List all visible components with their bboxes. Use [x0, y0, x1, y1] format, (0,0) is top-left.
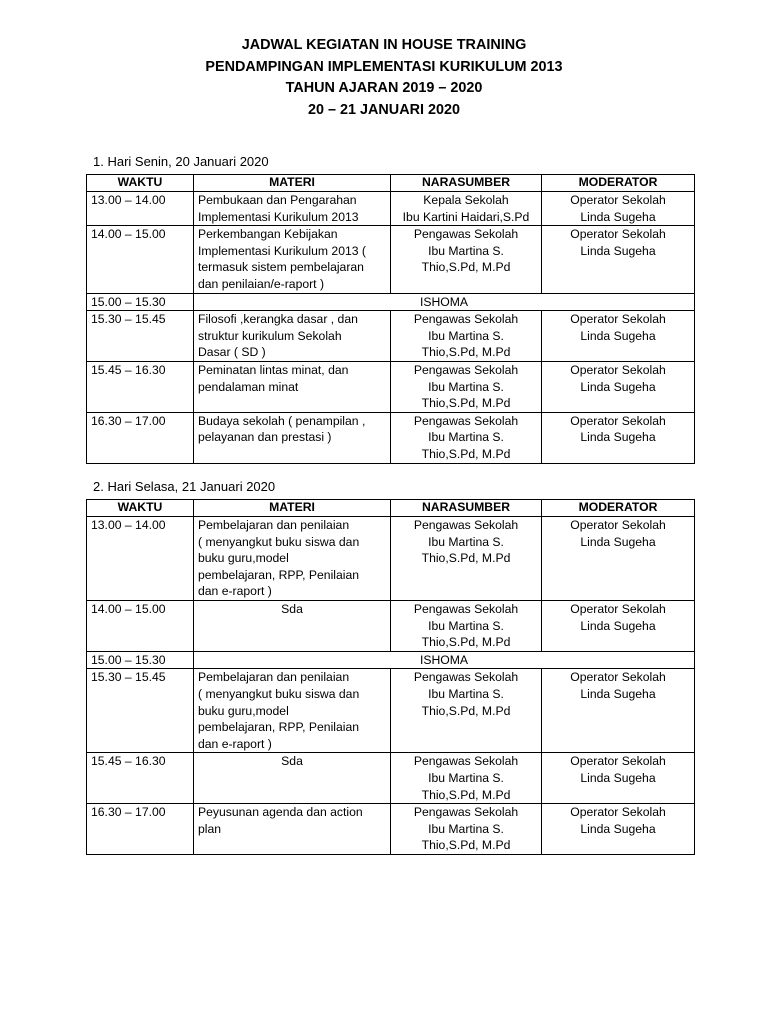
cell-line: Implementasi Kurikulum 2013 ( [198, 243, 366, 258]
cell-line: termasuk sistem pembelajaran [198, 260, 364, 275]
cell-line: Thio,S.Pd, M.Pd [421, 396, 511, 411]
cell-moderator [542, 600, 695, 651]
title-line-2: PENDAMPINGAN IMPLEMENTASI KURIKULUM 2013 [205, 58, 563, 75]
table-row [87, 804, 695, 855]
table-row [87, 753, 695, 804]
cell-line: Thio,S.Pd, M.Pd [421, 703, 511, 718]
cell-line: Ibu Martina S. [428, 328, 504, 343]
cell-waktu: 14.00 – 15.00 [87, 226, 194, 293]
cell-narasumber [391, 753, 542, 804]
cell-line: Pembelajaran dan penilaian [198, 518, 350, 532]
cell-line: Implementasi Kurikulum 2013 [198, 209, 359, 224]
cell-line: Operator Sekolah [570, 670, 666, 685]
cell-line: pelayanan dan prestasi ) [198, 430, 332, 445]
cell-narasumber [391, 311, 542, 362]
cell-line: Budaya sekolah ( penampilan , [198, 413, 366, 428]
cell-line: Linda Sugeha [580, 328, 656, 343]
cell-materi: Sda [194, 753, 391, 804]
cell-line: Pengawas Sekolah [413, 754, 519, 769]
cell-narasumber [391, 226, 542, 293]
cell-materi [194, 412, 391, 463]
cell-moderator [542, 753, 695, 804]
cell-materi [194, 361, 391, 412]
cell-line: dan e-raport ) [198, 736, 272, 751]
cell-line: Pengawas Sekolah [413, 227, 519, 242]
cell-line: Linda Sugeha [580, 770, 656, 785]
table-row [87, 293, 695, 311]
cell-materi [194, 669, 391, 753]
cell-line: Peminatan lintas minat, dan [198, 362, 349, 377]
cell-line: Thio,S.Pd, M.Pd [421, 446, 511, 461]
cell-moderator [542, 517, 695, 601]
cell-line: Operator Sekolah [570, 312, 666, 327]
cell-narasumber [391, 669, 542, 753]
cell-line: Filosofi ,kerangka dasar , dan [198, 312, 358, 327]
cell-line: Operator Sekolah [570, 518, 666, 532]
cell-line: Thio,S.Pd, M.Pd [421, 635, 511, 650]
cell-line: Dasar ( SD ) [198, 345, 266, 360]
cell-line: Ibu Kartini Haidari,S.Pd [402, 209, 530, 224]
cell-line: Thio,S.Pd, M.Pd [421, 260, 511, 275]
col-header-waktu: WAKTU [87, 500, 194, 517]
cell-materi [194, 517, 391, 601]
cell-materi [194, 226, 391, 293]
cell-moderator [542, 192, 695, 226]
cell-moderator [542, 669, 695, 753]
title-line-3: TAHUN AJARAN 2019 – 2020 [285, 80, 483, 96]
cell-line: Ibu Martina S. [428, 243, 504, 258]
cell-line: Ibu Martina S. [428, 379, 504, 394]
cell-line: Pengawas Sekolah [413, 413, 519, 428]
document-title [0, 35, 768, 121]
cell-line: ( menyangkut buku siswa dan [198, 686, 360, 701]
cell-line: Linda Sugeha [580, 243, 656, 258]
cell-materi [194, 804, 391, 855]
cell-waktu: 15.30 – 15.45 [87, 669, 194, 753]
cell-line: Thio,S.Pd, M.Pd [421, 551, 511, 566]
col-header-waktu: WAKTU [87, 175, 194, 192]
col-header-materi: MATERI [194, 500, 391, 517]
cell-waktu: 15.00 – 15.30 [87, 651, 194, 669]
cell-line: Ibu Martina S. [428, 430, 504, 445]
title-line-1: JADWAL KEGIATAN IN HOUSE TRAINING [241, 37, 527, 53]
col-header-narasumber: NARASUMBER [391, 175, 542, 192]
cell-narasumber [391, 412, 542, 463]
cell-line: Linda Sugeha [580, 534, 656, 549]
cell-waktu: 15.30 – 15.45 [87, 311, 194, 362]
cell-materi [194, 192, 391, 226]
cell-line: Linda Sugeha [580, 379, 656, 394]
table-row [87, 311, 695, 362]
cell-line: pendalaman minat [198, 379, 299, 394]
cell-waktu: 14.00 – 15.00 [87, 600, 194, 651]
day1-heading: 1. Hari Senin, 20 Januari 2020 [93, 154, 269, 169]
cell-ishoma: ISHOMA [194, 293, 695, 311]
table-row [87, 192, 695, 226]
cell-line: Linda Sugeha [580, 430, 656, 445]
cell-moderator [542, 311, 695, 362]
cell-line: Operator Sekolah [570, 227, 666, 242]
cell-line: Pengawas Sekolah [413, 518, 519, 532]
cell-line: Ibu Martina S. [428, 686, 504, 701]
cell-moderator [542, 361, 695, 412]
cell-waktu: 13.00 – 14.00 [87, 517, 194, 601]
table-row [87, 412, 695, 463]
cell-line: Thio,S.Pd, M.Pd [421, 787, 511, 802]
cell-line: Pengawas Sekolah [413, 312, 519, 327]
cell-line: Operator Sekolah [570, 413, 666, 428]
cell-line: dan penilaian/e-raport ) [198, 276, 325, 291]
cell-line: Operator Sekolah [570, 601, 666, 616]
cell-line: plan [198, 821, 222, 836]
schedule-table-day1 [86, 174, 695, 464]
cell-waktu: 15.45 – 16.30 [87, 753, 194, 804]
cell-line: Pengawas Sekolah [413, 362, 519, 377]
cell-line: Operator Sekolah [570, 805, 666, 820]
cell-line: Operator Sekolah [570, 362, 666, 377]
cell-line: Pembelajaran dan penilaian [198, 670, 350, 685]
cell-line: Thio,S.Pd, M.Pd [421, 838, 511, 853]
cell-narasumber [391, 517, 542, 601]
col-header-materi: MATERI [194, 175, 391, 192]
cell-line: Pengawas Sekolah [413, 805, 519, 820]
cell-narasumber [391, 600, 542, 651]
table-row [87, 517, 695, 601]
cell-line: pembelajaran, RPP, Penilaian [198, 567, 360, 582]
title-line-4: 20 – 21 JANUARI 2020 [308, 101, 460, 118]
table-header-row [87, 175, 695, 192]
cell-line: Pembukaan dan Pengarahan [198, 193, 357, 207]
cell-materi: Sda [194, 600, 391, 651]
cell-waktu: 16.30 – 17.00 [87, 804, 194, 855]
cell-moderator [542, 226, 695, 293]
table-row [87, 226, 695, 293]
cell-line: Ibu Martina S. [428, 618, 504, 633]
cell-line: Linda Sugeha [580, 686, 656, 701]
cell-narasumber [391, 361, 542, 412]
cell-line: Peyusunan agenda dan action [198, 805, 363, 820]
cell-line: Ibu Martina S. [428, 534, 504, 549]
cell-line: Operator Sekolah [570, 193, 666, 207]
cell-line: Kepala Sekolah [423, 193, 509, 207]
table-row [87, 651, 695, 669]
cell-line: buku guru,model [198, 703, 289, 718]
cell-waktu: 15.45 – 16.30 [87, 361, 194, 412]
cell-line: Pengawas Sekolah [413, 601, 519, 616]
col-header-moderator: MODERATOR [542, 500, 695, 517]
cell-line: ( menyangkut buku siswa dan [198, 534, 360, 549]
cell-line: pembelajaran, RPP, Penilaian [198, 720, 360, 735]
table-row [87, 361, 695, 412]
cell-moderator [542, 412, 695, 463]
cell-waktu: 13.00 – 14.00 [87, 192, 194, 226]
cell-moderator [542, 804, 695, 855]
schedule-table-day2 [86, 499, 695, 855]
cell-line: buku guru,model [198, 551, 289, 566]
cell-line: Linda Sugeha [580, 618, 656, 633]
cell-ishoma: ISHOMA [194, 651, 695, 669]
cell-line: Ibu Martina S. [428, 770, 504, 785]
table-header-row [87, 500, 695, 517]
table-row [87, 600, 695, 651]
col-header-moderator: MODERATOR [542, 175, 695, 192]
cell-line: Pengawas Sekolah [413, 670, 519, 685]
table-row [87, 669, 695, 753]
day2-heading: 2. Hari Selasa, 21 Januari 2020 [93, 479, 276, 494]
cell-waktu: 16.30 – 17.00 [87, 412, 194, 463]
cell-line: Linda Sugeha [580, 821, 656, 836]
cell-narasumber [391, 192, 542, 226]
cell-line: Linda Sugeha [580, 209, 656, 224]
cell-line: Perkembangan Kebijakan [198, 227, 338, 242]
cell-line: Operator Sekolah [570, 754, 666, 769]
cell-narasumber [391, 804, 542, 855]
cell-materi [194, 311, 391, 362]
cell-line: Ibu Martina S. [428, 821, 504, 836]
cell-line: struktur kurikulum Sekolah [198, 328, 342, 343]
col-header-narasumber: NARASUMBER [391, 500, 542, 517]
cell-line: Thio,S.Pd, M.Pd [421, 345, 511, 360]
cell-waktu: 15.00 – 15.30 [87, 293, 194, 311]
cell-line: dan e-raport ) [198, 584, 272, 599]
